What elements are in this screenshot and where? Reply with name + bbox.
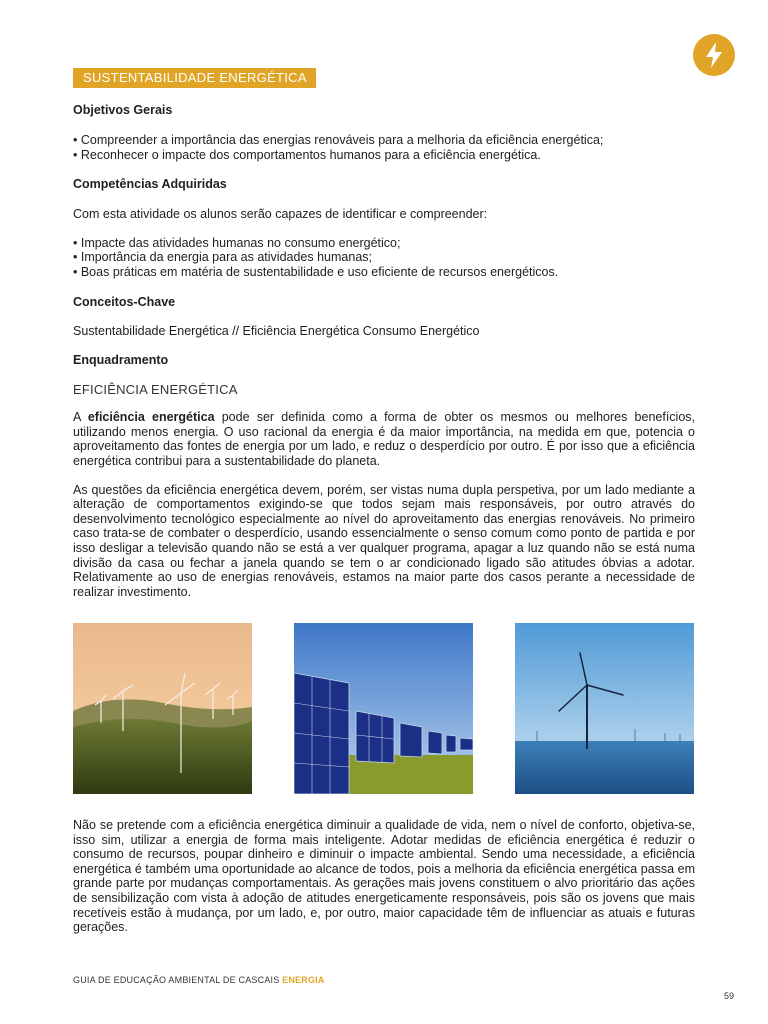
paragraph-2: As questões da eficiência energética devem, porém, ser vistas numa dupla perspetiva, por um lado mediante a alteração de comportamentos exigindo-se que todos sejam mais responsáveis, por outro através do desenvolvimento tecnológico especialmente ao nível do aproveitamento das energias renováveis. No primeiro caso trata-se de combater o desperdício, usando essencialmente o senso comum como ponto de partida e por isso desligar a televisão quando não se está a ver qualquer programa, apagar a luz quando não se está numa divisão da casa ou fechar a janela quando se tem o ar condicionado ligado são atitudes óbvias a adotar. Relativamente ao uso de energias renováveis, estamos na maior parte dos casos perante a necessidade de realizar investimento. (73, 482, 695, 599)
list-item: • Importância da energia para as atividades humanas; (73, 250, 372, 265)
list-item: • Impacte das atividades humanas no consumo energético; (73, 235, 401, 250)
list-item: • Boas práticas em matéria de sustentabilidade e uso eficiente de recursos energéticos. (73, 264, 559, 279)
paragraph-1: A eficiência energética pode ser definida como a forma de obter os mesmos ou melhores benefícios, utilizando menos energia. O uso racional da energia é da maior importância, na medida em que, potencia o aproveitamento das fontes de energia por um lado, e reduz o desperdício por outro. É por isso que a eficiência energética contribui para a sustentabilidade do planeta. (73, 410, 696, 468)
section-banner: SUSTENTABILIDADE ENERGÉTICA (73, 68, 316, 88)
footer-text: GUIA DE EDUCAÇÃO AMBIENTAL DE CASCAIS (73, 975, 283, 985)
page-number: 59 (724, 991, 735, 1001)
wind-farm-hills-photo (73, 623, 252, 794)
objetivos-list (73, 133, 695, 162)
lightning-bolt-icon (693, 34, 735, 76)
paragraph-3: Não se pretende com a eficiência energética diminuir a qualidade de vida, nem o nível de conforto, objetiva-se, isso sim, utilizar a energia de forma mais inteligente. Adotar medidas de eficiência energética é reduzir o consumo de recursos, poupar dinheiro e diminuir o impacte ambiental. Sendo uma necessidade, a eficiência energética é também uma oportunidade ao alcance de todos, pois a melhoria da eficiência energética passa em grande parte por mudanças comportamentais. As gerações mais jovens constituem o alvo prioritário das ações de sensibilização com vista à adoção de atitudes energeticamente responsáveis, pois são os jovens que mais recetíveis estão à mudança, por um lado, e, por outro, maior capacidade têm de influenciar as atuais e futuras gerações. (73, 818, 695, 935)
enquadramento-title: Enquadramento (73, 353, 169, 368)
competencias-list (73, 236, 695, 280)
conceitos-text: Sustentabilidade Energética // Eficiência Energética Consumo Energético (73, 323, 480, 338)
list-item: • Reconhecer o impacte dos comportamentos humanos para a eficiência energética. (73, 147, 541, 162)
bold-term: eficiência energética (87, 410, 215, 425)
photo-row (73, 623, 695, 794)
footer-accent: ENERGIA (282, 975, 325, 985)
enquadramento-subtitle: EFICIÊNCIA ENERGÉTICA (73, 382, 238, 398)
footer (73, 975, 325, 985)
conceitos-title: Conceitos-Chave (73, 294, 176, 309)
competencias-intro: Com esta atividade os alunos serão capazes de identificar e compreender: (73, 207, 488, 222)
main-content (73, 68, 695, 599)
list-item: • Compreender a importância das energias renováveis para a melhoria da eficiência energética; (73, 133, 604, 147)
competencias-title: Competências Adquiridas (73, 177, 227, 192)
objetivos-title: Objetivos Gerais (73, 103, 173, 117)
offshore-wind-turbine-photo (515, 623, 694, 794)
solar-panels-photo (294, 623, 473, 794)
